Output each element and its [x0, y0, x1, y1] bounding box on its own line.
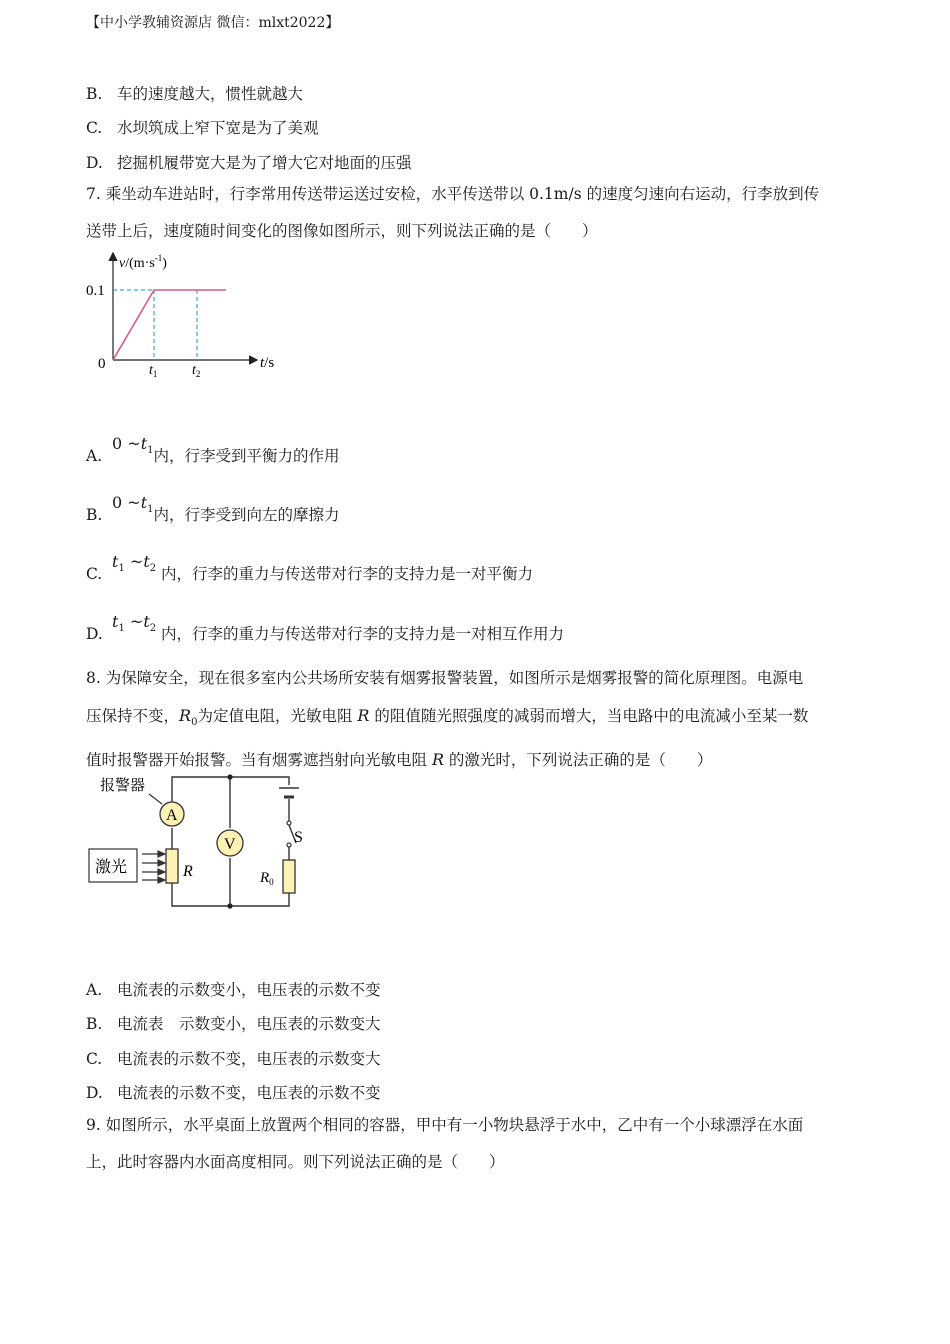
time-range: $t_1$ $\sim t_2$ — [112, 612, 157, 634]
time-range: 0 $\sim t_1$ — [112, 493, 154, 515]
voltmeter-letter: V — [224, 836, 236, 853]
q8-option-a[interactable] — [86, 978, 380, 1000]
q7-option-d[interactable] — [86, 612, 565, 646]
option-label: B. — [86, 506, 103, 524]
velocity-line — [113, 290, 226, 360]
q8-stem-line-3: 值时报警器开始报警。当有烟雾遮挡射向光敏电阻 R 的激光时，下列说法正确的是（ ） — [86, 750, 713, 769]
switch-contact — [287, 821, 291, 825]
ammeter-letter: A — [166, 807, 178, 824]
option-text: 内，行李的重力与传送带对行李的支持力是一对平衡力 — [156, 565, 534, 583]
r0-label: $R_0$ — [260, 870, 274, 887]
option-text: 挖掘机履带宽大是为了增大它对地面的压强 — [116, 154, 412, 172]
option-text: 电流表的示数不变，电压表的示数变大 — [116, 1050, 381, 1068]
option-text: 电流表的示数变小，电压表的示数不变 — [116, 981, 381, 999]
time-range: $t_1$ $\sim t_2$ — [112, 552, 157, 574]
option-label: C. — [86, 565, 103, 583]
option-label: D. — [86, 154, 103, 172]
q7-stem — [86, 176, 866, 250]
q8-option-d[interactable] — [86, 1081, 380, 1103]
option-label: D. — [86, 625, 103, 643]
page-header: 【中小学教辅资源店 微信：mlxt2022】 — [86, 15, 340, 31]
photoresistor — [166, 849, 178, 883]
q9-stem — [86, 1107, 866, 1181]
option-text: 电流表 示数变小，电压表的示数变大 — [116, 1015, 381, 1033]
r0-resistor — [283, 860, 295, 893]
x-axis-label: t/s — [260, 355, 275, 371]
option-label: C. — [86, 1050, 103, 1068]
switch-contact — [287, 843, 291, 847]
junction-dot — [227, 774, 232, 779]
q8-option-b[interactable] — [86, 1012, 380, 1034]
q7-option-b[interactable] — [86, 493, 340, 527]
alarm-pointer — [149, 794, 162, 804]
y-tick-label: 0.1 — [86, 283, 105, 299]
t1-label: $t_1$ — [149, 363, 158, 379]
laser-arrows — [142, 851, 165, 883]
option-label: C. — [86, 119, 103, 137]
r-label: R — [183, 863, 193, 880]
q8-stem-line-2: 压保持不变，$R_0$为定值电阻，光敏电阻 R 的阻值随光照强度的减弱而增大，当电路中的电流减小至某一数 — [86, 706, 809, 728]
q7-option-c[interactable] — [86, 552, 534, 586]
option-text: 内，行李的重力与传送带对行李的支持力是一对相互作用力 — [156, 625, 565, 643]
option-label: D. — [86, 1084, 103, 1102]
option-label: A. — [86, 981, 103, 999]
option-text: 车的速度越大，惯性就越大 — [116, 85, 303, 103]
q7-stem-line-1: 7. 乘坐动车进站时，行李常用传送带运送过安检，水平传送带以 0.1m/s 的速度匀速向右运动，行李放到传 — [86, 185, 820, 203]
q6-option-c[interactable] — [86, 116, 318, 138]
q8-stem — [86, 660, 866, 779]
q6-option-d[interactable] — [86, 151, 411, 173]
option-text: 内，行李受到平衡力的作用 — [153, 447, 340, 465]
q8-stem-line-1: 8. 为保障安全，现在很多室内公共场所安装有烟雾报警装置，如图所示是烟雾报警的简化原理图。电源电 — [86, 669, 804, 687]
q7-stem-line-2: 送带上后，速度随时间变化的图像如图所示，则下列说法正确的是（ ） — [86, 222, 598, 240]
origin-label: 0 — [98, 356, 106, 372]
option-label: B. — [86, 1015, 103, 1033]
q9-stem-line-2: 上，此时容器内水面高度相同。则下列说法正确的是（ ） — [86, 1153, 505, 1171]
option-label: B. — [86, 85, 103, 103]
q8-option-c[interactable] — [86, 1047, 380, 1069]
q7-velocity-time-graph — [88, 250, 288, 380]
q8-circuit-diagram — [86, 770, 316, 916]
q7-option-a[interactable] — [86, 434, 340, 468]
junction-dot — [227, 903, 232, 908]
laser-label: 激光 — [95, 859, 128, 876]
option-text: 内，行李受到向左的摩擦力 — [153, 506, 340, 524]
q9-stem-line-1: 9. 如图所示，水平桌面上放置两个相同的容器，甲中有一小物块悬浮于水中，乙中有一个小球漂浮在水面 — [86, 1116, 804, 1134]
alarm-label: 报警器 — [100, 778, 146, 794]
t2-label: $t_2$ — [192, 363, 201, 379]
option-text: 电流表的示数不变，电压表的示数不变 — [116, 1084, 381, 1102]
time-range: 0 $\sim t_1$ — [112, 434, 154, 456]
q6-option-b[interactable] — [86, 82, 303, 104]
option-text: 水坝筑成上窄下宽是为了美观 — [116, 119, 319, 137]
option-label: A. — [86, 447, 103, 465]
y-axis-label: $v/(m\cdot s^{-1})$ — [119, 253, 167, 271]
switch-label: S — [294, 829, 303, 846]
